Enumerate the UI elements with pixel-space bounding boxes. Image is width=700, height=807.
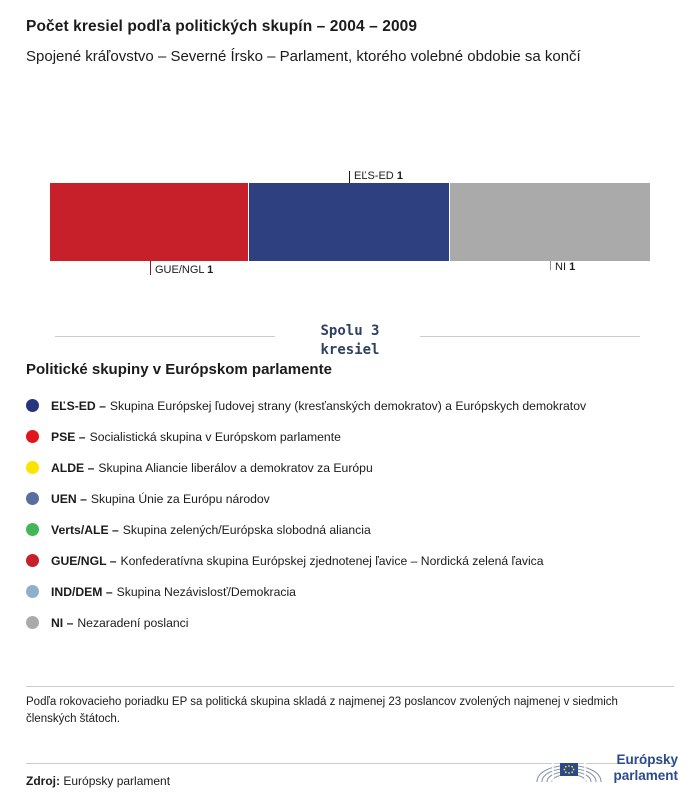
legend-color-dot-icon (26, 523, 39, 536)
callout-gue-ngl-name: GUE/NGL (155, 264, 205, 276)
total-seats-line1: Spolu 3 (320, 323, 380, 339)
brand-text (613, 752, 678, 783)
legend-color-dot-icon (26, 399, 39, 412)
legend (26, 390, 676, 638)
legend-color-dot-icon (26, 585, 39, 598)
legend-item-desc: Skupina zelených/Európska slobodná aliancia (122, 522, 371, 537)
legend-color-dot-icon (26, 461, 39, 474)
legend-item-desc: Skupina Európskej ľudovej strany (kresťanských demokratov) a Európskych demokratov (109, 398, 587, 413)
legend-item-desc: Skupina Aliancie liberálov a demokratov za Európu (98, 460, 373, 475)
callout-ni (555, 261, 575, 273)
legend-item-desc: Socialistická skupina v Európskom parlamente (89, 429, 341, 444)
stacked-bar (50, 183, 650, 261)
legend-item-abbr: IND/DEM – (51, 584, 113, 599)
brand-line1: Európsky (616, 752, 678, 768)
callout-els-ed (354, 170, 403, 182)
legend-item-abbr: PSE – (51, 429, 86, 444)
source-value: Európsky parlament (63, 774, 171, 788)
source-label: Zdroj: (26, 774, 60, 788)
total-seats (0, 322, 700, 360)
footnote-divider (26, 686, 674, 687)
legend-item-pse (26, 421, 676, 452)
bar-segment-gue-ngl (50, 183, 248, 261)
legend-color-dot-icon (26, 554, 39, 567)
european-parliament-logo (533, 748, 678, 788)
legend-item-abbr: NI – (51, 615, 74, 630)
legend-item-desc: Nezaradení poslanci (77, 615, 189, 630)
total-seats-line2: kresiel (320, 341, 380, 358)
legend-item-abbr: EĽS-ED – (51, 398, 106, 413)
bar-segment-ni (449, 183, 650, 261)
legend-color-dot-icon (26, 492, 39, 505)
callout-gue-ngl (155, 264, 213, 276)
legend-color-dot-icon (26, 616, 39, 629)
callout-ni-value: 1 (569, 261, 576, 273)
tick-ni (550, 261, 551, 270)
brand-line2: parlament (613, 768, 678, 783)
legend-item-abbr: Verts/ALE – (51, 522, 119, 537)
legend-item-ni (26, 607, 676, 638)
page-subtitle: Spojené kráľovstvo – Severné Írsko – Parlament, ktorého volebné obdobie sa končí (26, 48, 581, 65)
footnote: Podľa rokovacieho poriadku EP sa politická skupina skladá z najmenej 23 poslancov zvolených najmenej v siedmich členských štátoch. (26, 696, 618, 725)
legend-item-els-ed (26, 390, 676, 421)
callout-els-ed-name: EĽS-ED (354, 170, 394, 182)
legend-item-abbr: UEN – (51, 491, 87, 506)
legend-item-desc: Konfederatívna skupina Európskej zjednotenej ľavice – Nordická zelená ľavica (120, 553, 544, 568)
seats-bar-chart (0, 150, 700, 380)
callout-gue-ngl-value: 1 (207, 264, 214, 276)
callout-ni-name: NI (555, 261, 566, 273)
legend-item-ind-dem (26, 576, 676, 607)
legend-title: Politické skupiny v Európskom parlamente (26, 361, 332, 378)
source (26, 774, 170, 788)
legend-item-verts-ale (26, 514, 676, 545)
legend-item-desc: Skupina Nezávislosť/Demokracia (116, 584, 296, 599)
legend-item-gue-ngl (26, 545, 676, 576)
ep-hemicycle-icon (533, 748, 605, 788)
callout-els-ed-value: 1 (396, 170, 403, 182)
legend-item-abbr: GUE/NGL – (51, 553, 117, 568)
legend-item-abbr: ALDE – (51, 460, 95, 475)
legend-item-uen (26, 483, 676, 514)
legend-color-dot-icon (26, 430, 39, 443)
bar-segment-els-ed (248, 183, 449, 261)
legend-item-alde (26, 452, 676, 483)
tick-gue-ngl (150, 261, 151, 275)
legend-item-desc: Skupina Únie za Európu národov (90, 491, 270, 506)
page-title: Počet kresiel podľa politických skupín – 2004 – 2009 (26, 18, 418, 35)
